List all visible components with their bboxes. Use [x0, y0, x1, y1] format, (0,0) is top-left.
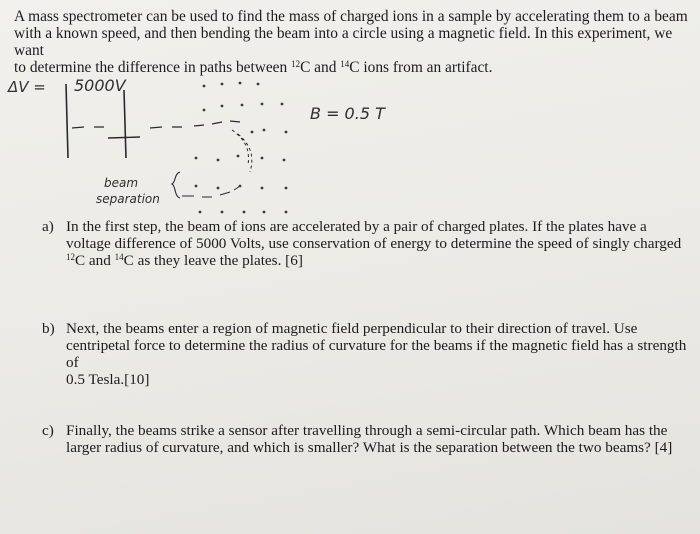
question-b-letter: b): [42, 320, 55, 337]
field-label: B = 0.5 T: [310, 104, 385, 123]
magnetic-field-dots: [195, 82, 288, 214]
separation-brace: [172, 172, 180, 198]
separation-label: separation: [96, 192, 160, 206]
intro-line-3: to determine the difference in paths between $^{12}$C and $^{14}$C ions from an artifact.: [14, 59, 493, 76]
beam-label: beam: [104, 176, 139, 190]
question-b-text: Next, the beams enter a region of magnetic field perpendicular to their direction of travel. Use centripetal force to determine the radius of curvature for the beams if the magnetic field has a strength of 0.5 Tesla.[10]: [66, 320, 687, 388]
question-a-letter: a): [42, 218, 54, 235]
question-c-letter: c): [42, 422, 54, 439]
delta-v-label: ΔV =: [8, 78, 46, 96]
question-c-text: Finally, the beams strike a sensor after travelling through a semi-circular path. Which beam has the larger radius of curvature, and which is smaller? What is the separation between the two beams? [4]: [66, 422, 673, 456]
beam-dashed-line: [72, 121, 240, 128]
plate-right-line: [124, 90, 126, 158]
intro-line-1: A mass spectrometer can be used to find the mass of charged ions in a sample by accelerating them to a beam: [14, 8, 688, 25]
question-a-text: In the first step, the beam of ions are accelerated by a pair of charged plates. If the plates have a voltage difference of 5000 Volts, use conservation of energy to determine the speed of singly charged $^{12}$C and $^{14}$C as they leave the plates. [6]: [66, 218, 682, 269]
voltage-label: 5000V: [74, 76, 126, 95]
beam-curve: [232, 130, 252, 172]
intro-line-2: with a known speed, and then bending the beam into a circle using a magnetic field. In this experiment, we want: [14, 25, 673, 59]
plate-left-line: [66, 84, 68, 158]
